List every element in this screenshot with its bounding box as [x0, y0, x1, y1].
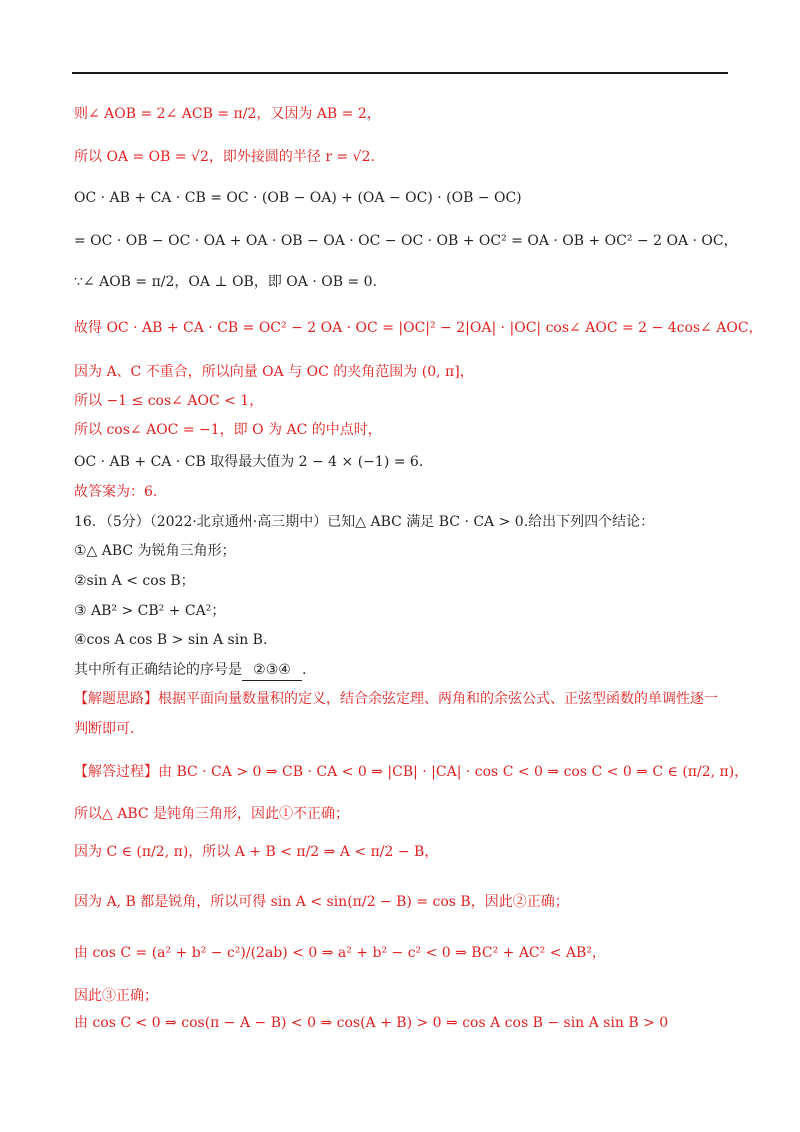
idea-line-2: 判断即可.: [74, 721, 135, 737]
final-answer: 故答案为：6.: [74, 484, 158, 500]
solution-line-7: 因为 A、C 不重合，所以向量 OA 与 OC 的夹角范围为 (0, π]，: [74, 364, 474, 380]
option-2: ②sin A < cos B；: [74, 573, 195, 589]
solution-line-10: OC · AB + CA · CB 取得最大值为 2 − 4 × (−1) = 6.: [74, 454, 424, 470]
process-line-4: 因为 A, B 都是锐角，所以可得 sin A < sin(π/2 − B) = cos B，因此②正确；: [74, 894, 569, 910]
option-4: ④cos A cos B > sin A sin B.: [74, 632, 268, 648]
process-line-3: 因为 C ∈ (π/2, π)，所以 A + B < π/2 ⇒ A < π/2 − B，: [74, 844, 439, 860]
solution-line-1: 则∠ AOB = 2∠ ACB = π/2，又因为 AB = 2，: [74, 106, 381, 122]
solution-line-5: ∵∠ AOB = π/2，OA ⊥ OB，即 OA · OB = 0.: [74, 274, 377, 290]
option-3: ③ AB² > CB² + CA²；: [74, 603, 226, 619]
option-1: ①△ ABC 为锐角三角形；: [74, 543, 236, 559]
solution-line-8: 所以 −1 ≤ cos∠ AOC < 1，: [74, 393, 264, 409]
answer-blank: ②③④: [242, 660, 302, 681]
solution-line-2: 所以 OA = OB = √2，即外接圆的半径 r = √2.: [74, 149, 375, 165]
answer-suffix: .: [302, 662, 307, 678]
question-16: 16．（5分）（2022·北京通州·高三期中）已知△ ABC 满足 BC · CA > 0.给出下列四个结论：: [74, 514, 655, 530]
process-line-2: 所以△ ABC 是钝角三角形，因此①不正确；: [74, 806, 350, 822]
process-line-6: 因此③正确；: [74, 988, 158, 1004]
answer-prefix: 其中所有正确结论的序号是: [74, 662, 242, 678]
process-line-7: 由 cos C < 0 ⇒ cos(π − A − B) < 0 ⇒ cos(A + B) > 0 ⇒ cos A cos B − sin A sin B > 0: [74, 1015, 669, 1031]
solution-line-9: 所以 cos∠ AOC = −1，即 O 为 AC 的中点时，: [74, 422, 382, 438]
idea-line-1: 【解题思路】根据平面向量数量积的定义，结合余弦定理、两角和的余弦公式、正弦型函数的单调性逐一: [74, 691, 718, 707]
answer-line: [74, 660, 734, 681]
solution-line-6: 故得 OC · AB + CA · CB = OC² − 2 OA · OC = |OC|² − 2|OA| · |OC| cos∠ AOC = 2 − 4cos∠ AOC，: [74, 320, 763, 336]
solution-line-3: OC · AB + CA · CB = OC · (OB − OA) + (OA − OC) · (OB − OC): [74, 190, 522, 206]
solution-line-4: = OC · OB − OC · OA + OA · OB − OA · OC − OC · OB + OC² = OA · OB + OC² − 2 OA · OC，: [74, 233, 738, 249]
process-line-5: 由 cos C = (a² + b² − c²)/(2ab) < 0 ⇒ a² + b² − c² < 0 ⇒ BC² + AC² < AB²，: [74, 945, 606, 961]
header-rule: [72, 72, 728, 74]
process-line-1: 【解答过程】由 BC · CA > 0 ⇒ CB · CA < 0 ⇒ |CB| · |CA| · cos C < 0 ⇒ cos C < 0 ⇒ C ∈ (π/2, π)，: [74, 764, 749, 780]
